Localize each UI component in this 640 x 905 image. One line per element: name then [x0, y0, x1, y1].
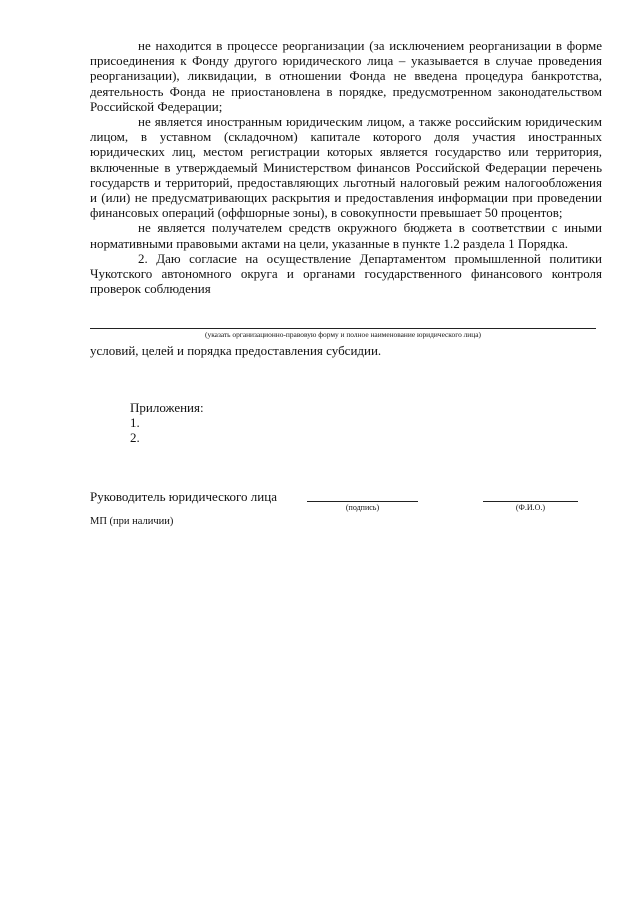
- entity-name-line[interactable]: [90, 316, 596, 329]
- paragraph-foreign-entity: не является иностранным юридическим лицом, а также российским юридическим лицом, в уставном (складочном) капитале которого доля участия иностранных юридических лиц, местом регистрации которых является государство или территория, включенные в утверждаемый Министерством финансов Российской Федерации перечень государств и территорий, предоставляющих льготный налоговый режим налогообложения и (или) не предусматривающих раскрытия и предоставления информации при проведении финансовых операций (оффшорные зоны), в совокупности превышает 50 процентов;: [90, 114, 602, 221]
- conditions-text: условий, целей и порядка предоставления субсидии.: [90, 343, 382, 358]
- attachments-list: [130, 400, 204, 445]
- signature-caption: (подпись): [345, 503, 380, 512]
- entity-name-blank: [90, 316, 602, 339]
- signature-line[interactable]: [307, 489, 418, 502]
- stamp-note: МП (при наличии): [90, 516, 174, 527]
- paragraph-consent: 2. Даю согласие на осуществление Департаментом промышленной политики Чукотского автономного округа и органами государственного финансового контроля проверок соблюдения: [90, 250, 602, 297]
- paragraph-reorganization: не находится в процессе реорганизации (за исключением реорганизации в форме присоединения к Фонду другого юридического лица – указывается в случае проведения реорганизации), ликвидации, в отношении Фонда не введена процедура банкротства, деятельность Фонда не приостановлена в порядке, предусмотренном законодательством Российской Федерации;: [90, 38, 602, 114]
- full-name-line[interactable]: [483, 489, 578, 502]
- entity-name-caption: (указать организационно-правовую форму и полное наименование юридического лица): [205, 330, 481, 339]
- signer-label: Руководитель юридического лица: [90, 489, 277, 504]
- paragraph-budget-funds: не является получателем средств окружного бюджета в соответствии с иными нормативными правовыми актами на цели, указанные в пункте 1.2 раздела 1 Порядка.: [90, 220, 602, 251]
- attachments-title: Приложения:: [130, 400, 204, 415]
- full-name-caption: (Ф.И.О.): [515, 503, 546, 512]
- attachment-item-2: 2.: [130, 430, 140, 445]
- attachment-item-1: 1.: [130, 415, 140, 430]
- document-body: [90, 38, 602, 296]
